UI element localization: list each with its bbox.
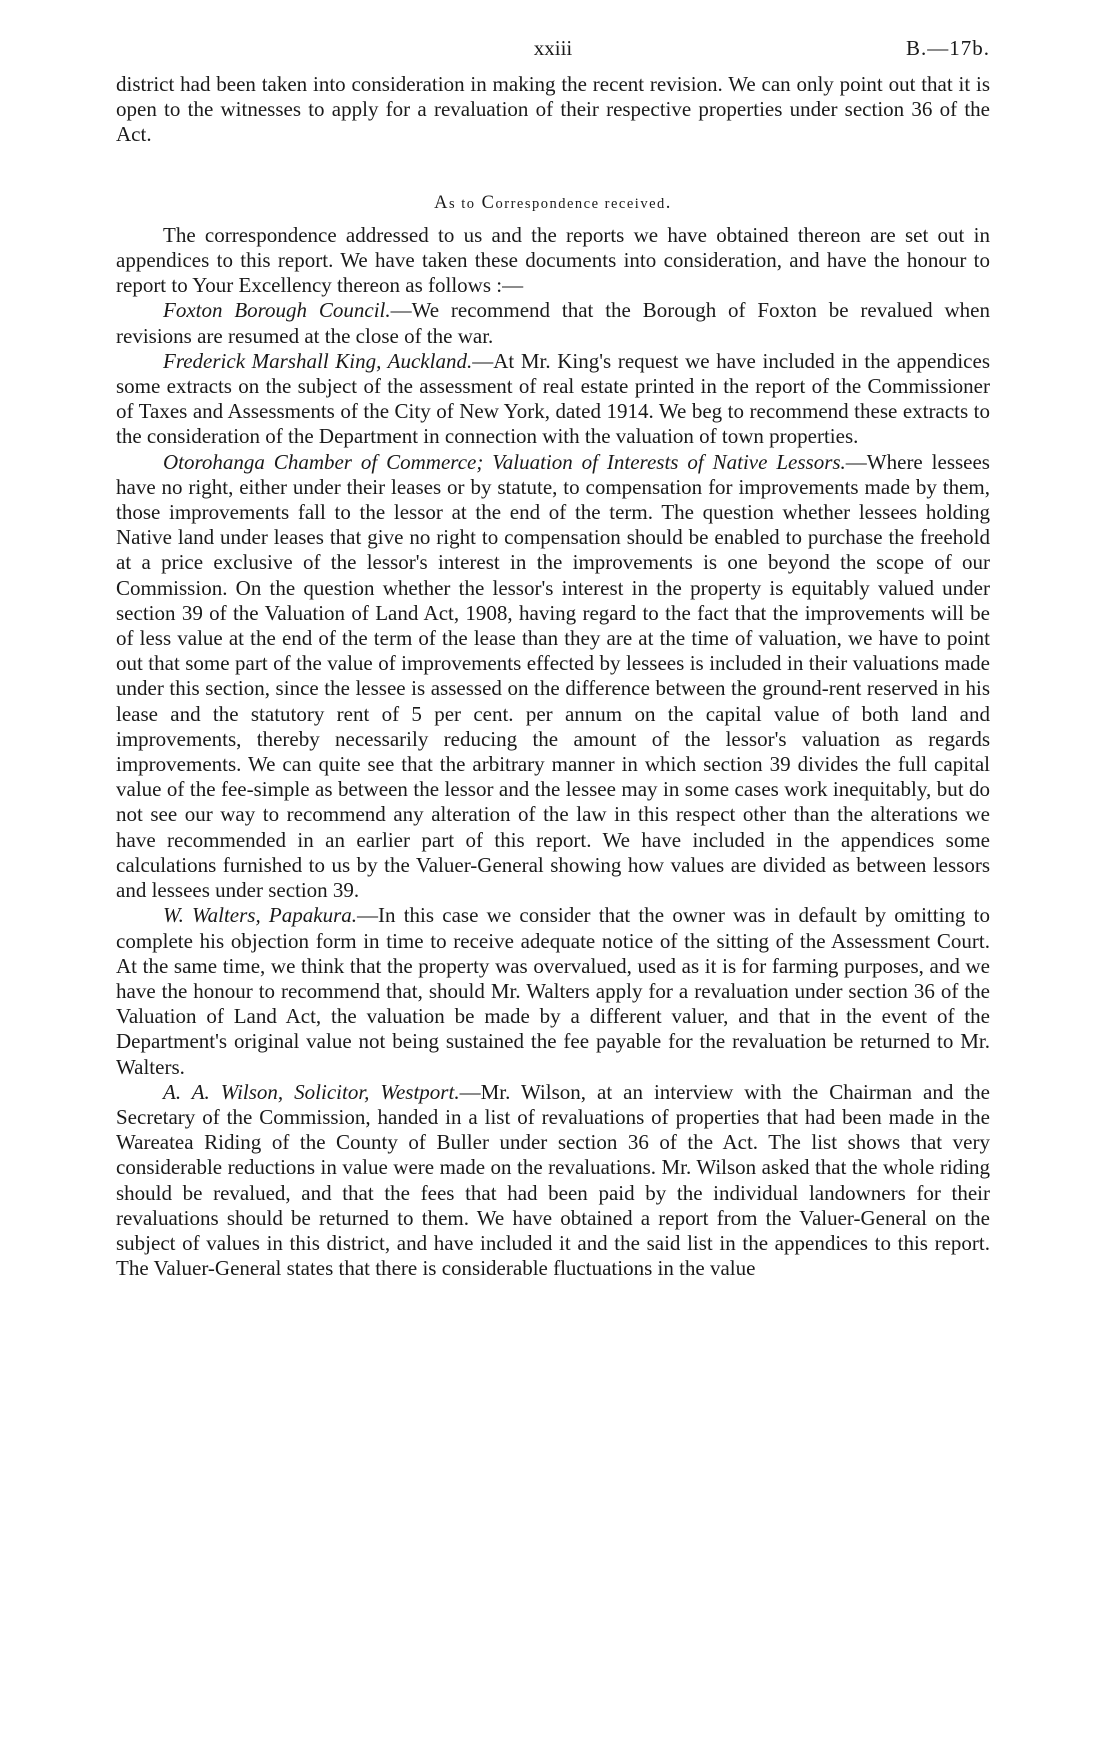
- otorohanga-body: —Where lessees have no right, either under their leases or by statute, to compensation for improvements made by them, those improvements fall to the lessor at the end of the term. The question whether lessees holding Native land under leases that give no right to compensation should be enabled to purchase the freehold at a price exclusive of the lessor's interest in the improvements is one beyond the scope of our Commission. On the question whether the lessor's interest in the property is equitably valued under section 39 of the Valuation of Land Act, 1908, having regard to the fact that the improvements will be of less value at the end of the term of the lease than they are at the time of valuation, we have to point out that some part of the value of improvements effected by lessees is included in their valuations made under this section, since the lessee is assessed on the difference between the ground-rent reserved in his lease and the statutory rent of 5 per cent. per annum on the capital value of both land and improvements, thereby necessarily reducing the amount of the lessor's valuation as regards improvements. We can quite see that the arbitrary manner in which section 39 divides the full capital value of the fee-simple as between the lessor and the lessee may in some cases work inequitably, but do not see our way to recommend any alteration of the law in this respect other than the alterations we have recommended in an earlier part of this report. We have included in the appendices some calculations furnished to us by the Valuer-General showing how values are divided as between lessors and lessees under section 39.: [116, 449, 990, 903]
- document-page: [116, 36, 990, 1281]
- walters-title: W. Walters, Papakura.: [163, 903, 357, 928]
- walters-body: —In this case we consider that the owner was in default by omitting to complete his objection form in time to receive adequate notice of the sitting of the Assessment Court. At the same time, we think that the property was overvalued, used as it is for farming purposes, and we have the honour to recommend that, should Mr. Walters apply for a revaluation under section 36 of the Valuation of Land Act, the valuation be made by a different valuer, and that in the event of the Department's original value not being sustained the fee payable for the revaluation be returned to Mr. Walters.: [116, 903, 990, 1079]
- wilson-body: —Mr. Wilson, at an interview with the Chairman and the Secretary of the Commission, handed in a list of revaluations of properties that had been made in the Wareatea Riding of the County of Buller under section 36 of the Act. The list shows that very considerable reductions in value were made on the revaluations. Mr. Wilson asked that the whole riding should be revalued, and that the fees that had been paid by the individual landowners for their revaluations should be returned to them. We have obtained a report from the Valuer-General on the subject of values in this district, and have included it and the said list in the appendices to this report. The Valuer-General states that there is considerable fluctuations in the value: [116, 1079, 990, 1281]
- wilson-paragraph: [116, 1080, 990, 1282]
- correspondence-intro-paragraph: The correspondence addressed to us and the reports we have obtained thereon are set out in appendices to this report. We have taken these documents into consideration, and have the honour to report to Your Excellency thereon as follows :—: [116, 222, 990, 298]
- page-number: xxiii: [533, 36, 573, 60]
- foxton-paragraph: [116, 298, 990, 348]
- king-title: Frederick Marshall King, Auckland.: [163, 348, 473, 373]
- section-heading: As to Correspondence received.: [434, 192, 672, 213]
- intro-paragraph: district had been taken into consideration in making the recent revision. We can only point out that it is open to the witnesses to apply for a revaluation of their respective properties under section 36 of the Act.: [116, 72, 990, 147]
- king-paragraph: [116, 349, 990, 450]
- otorohanga-paragraph: [116, 450, 990, 904]
- otorohanga-title: Otorohanga Chamber of Commerce; Valuation of Interests of Native Lessors.: [163, 449, 846, 474]
- foxton-body: —We recommend that the Borough of Foxton be revalued when revisions are resumed at the close of the war.: [116, 298, 990, 348]
- walters-paragraph: [116, 903, 990, 1079]
- foxton-title: Foxton Borough Council.: [163, 298, 391, 323]
- wilson-title: A. A. Wilson, Solicitor, Westport.: [163, 1079, 460, 1104]
- page-header: [116, 36, 990, 72]
- document-reference: B.—17b.: [905, 36, 990, 60]
- king-body: —At Mr. King's request we have included in the appendices some extracts on the subject of the assessment of real estate printed in the report of the Commissioner of Taxes and Assessments of the City of New York, dated 1914. We beg to recommend these extracts to the consideration of the Department in connection with the valuation of town properties.: [116, 348, 990, 449]
